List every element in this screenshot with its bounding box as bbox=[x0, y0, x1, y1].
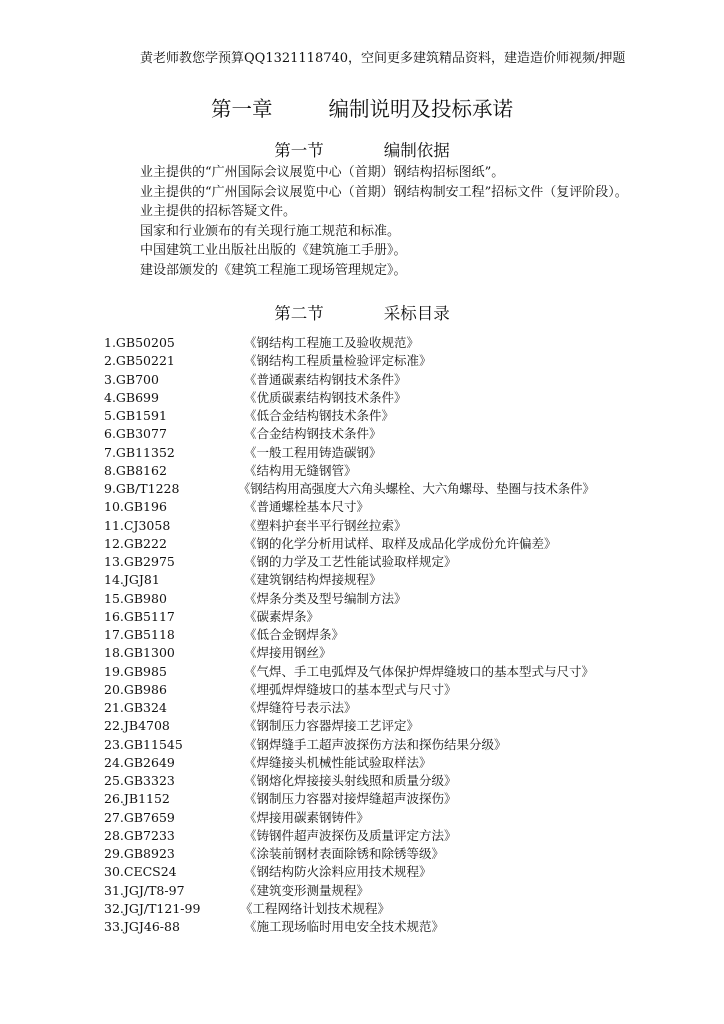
standard-item bbox=[104, 334, 664, 352]
standard-title: 《钢结构工程质量检验评定标准》 bbox=[244, 353, 432, 369]
basis-item: 业主提供的“广州国际会议展览中心（首期）钢结构招标图纸”。 bbox=[140, 165, 505, 180]
standard-code: 2.GB50221 bbox=[104, 353, 175, 369]
section-heading-standards bbox=[0, 302, 724, 326]
standard-code: 26.JB1152 bbox=[104, 791, 170, 807]
standard-item bbox=[104, 498, 664, 516]
chapter-heading bbox=[0, 94, 724, 124]
standard-title: 《普通螺栓基本尺寸》 bbox=[244, 499, 370, 515]
standard-item bbox=[104, 389, 664, 407]
standard-item bbox=[104, 882, 664, 900]
standard-item bbox=[104, 754, 664, 772]
standard-title: 《一般工程用铸造碳钢》 bbox=[244, 444, 382, 460]
standard-code: 24.GB2649 bbox=[104, 754, 175, 770]
standard-item bbox=[104, 608, 664, 626]
standard-code: 7.GB11352 bbox=[104, 444, 175, 460]
standard-title: 《埋弧焊焊缝坡口的基本型式与尺寸》 bbox=[244, 681, 457, 697]
standard-code: 14.JGJ81 bbox=[104, 572, 160, 588]
standard-item bbox=[104, 480, 664, 498]
chapter-title: 编制说明及投标承诺 bbox=[328, 97, 513, 121]
standard-title: 《焊接用钢丝》 bbox=[244, 645, 332, 661]
standard-title: 《钢的化学分析用试样、取样及成品化学成份允许偏差》 bbox=[244, 535, 557, 551]
standard-title: 《焊条分类及型号编制方法》 bbox=[244, 590, 407, 606]
standard-item bbox=[104, 535, 664, 553]
standard-title: 《焊缝接头机械性能试验取样法》 bbox=[244, 754, 432, 770]
header-note: 黄老师教您学预算QQ1321118740，空间更多建筑精品资料，建造造价师视频/押题 bbox=[140, 51, 626, 66]
standard-title: 《工程网络计划技术规程》 bbox=[240, 900, 391, 916]
standard-title: 《气焊、手工电弧焊及气体保护焊焊缝坡口的基本型式与尺寸》 bbox=[244, 663, 595, 679]
standard-item bbox=[104, 553, 664, 571]
basis-list bbox=[104, 163, 660, 281]
chapter-number: 第一章 bbox=[211, 97, 273, 121]
standard-title: 《建筑变形测量规程》 bbox=[244, 882, 370, 898]
standard-item bbox=[104, 900, 664, 918]
standard-title: 《施工现场临时用电安全技术规范》 bbox=[244, 919, 445, 934]
standard-item bbox=[104, 699, 664, 717]
standard-code: 9.GB/T1228 bbox=[104, 481, 180, 496]
standard-code: 6.GB3077 bbox=[104, 426, 167, 442]
standards-list bbox=[104, 334, 664, 936]
standard-code: 13.GB2975 bbox=[104, 554, 175, 569]
standard-code: 3.GB700 bbox=[104, 371, 159, 387]
standard-title: 《焊缝符号表示法》 bbox=[244, 700, 357, 715]
standard-item bbox=[104, 736, 664, 754]
standard-code: 4.GB699 bbox=[104, 389, 159, 405]
basis-item: 业主提供的招标答疑文件。 bbox=[140, 204, 297, 220]
standard-title: 《涂装前钢材表面除锈和除锈等级》 bbox=[244, 846, 445, 861]
standard-title: 《低合金结构钢技术条件》 bbox=[244, 408, 395, 423]
standard-code: 19.GB985 bbox=[104, 663, 167, 679]
standard-code: 28.GB7233 bbox=[104, 827, 175, 843]
standard-title: 《钢熔化焊接接头射线照和质量分级》 bbox=[244, 773, 457, 788]
section-title: 编制依据 bbox=[383, 141, 450, 160]
standard-title: 《铸钢件超声波探伤及质量评定方法》 bbox=[244, 827, 457, 843]
basis-item: 建设部颁发的《建筑工程施工现场管理规定》。 bbox=[140, 262, 407, 278]
standard-code: 10.GB196 bbox=[104, 499, 167, 515]
section-number: 第二节 bbox=[274, 304, 324, 323]
standard-item bbox=[104, 352, 664, 370]
standard-title: 《碳素焊条》 bbox=[244, 608, 320, 624]
standard-code: 20.GB986 bbox=[104, 681, 167, 697]
standard-code: 12.GB222 bbox=[104, 535, 167, 551]
standard-item bbox=[104, 918, 664, 936]
standard-code: 18.GB1300 bbox=[104, 645, 175, 661]
standard-title: 《优质碳素结构钢技术条件》 bbox=[244, 389, 407, 405]
standard-code: 17.GB5118 bbox=[104, 627, 175, 642]
standard-title: 《钢制压力容器对接焊缝超声波探伤》 bbox=[244, 791, 457, 807]
standard-item bbox=[104, 444, 664, 462]
standard-item bbox=[104, 772, 664, 790]
standard-title: 《钢结构防火涂料应用技术规程》 bbox=[244, 864, 432, 880]
standard-item bbox=[104, 571, 664, 589]
standard-item bbox=[104, 407, 664, 425]
standard-item bbox=[104, 809, 664, 827]
standard-title: 《钢的力学及工艺性能试验取样规定》 bbox=[244, 554, 457, 569]
standard-title: 《焊接用碳素钢铸件》 bbox=[244, 809, 370, 825]
standard-title: 《钢制压力容器焊接工艺评定》 bbox=[244, 718, 420, 734]
standard-title: 《合金结构钢技术条件》 bbox=[244, 426, 382, 442]
standard-code: 29.GB8923 bbox=[104, 846, 175, 861]
standard-code: 15.GB980 bbox=[104, 590, 167, 606]
standard-code: 22.JB4708 bbox=[104, 718, 170, 734]
standard-item bbox=[104, 717, 664, 735]
standard-title: 《塑料护套半平行钢丝拉索》 bbox=[244, 517, 407, 533]
standard-code: 1.GB50205 bbox=[104, 335, 175, 350]
standard-title: 《结构用无缝钢管》 bbox=[244, 462, 357, 478]
standard-item bbox=[104, 517, 664, 535]
standard-item bbox=[104, 790, 664, 808]
basis-item: 国家和行业颁布的有关现行施工规范和标准。 bbox=[140, 223, 401, 239]
standard-code: 11.CJ3058 bbox=[104, 517, 171, 533]
standard-item bbox=[104, 425, 664, 443]
basis-item: 业主提供的“广州国际会议展览中心（首期）钢结构制安工程”招标文件（复评阶段）。 bbox=[140, 184, 628, 200]
standard-item bbox=[104, 644, 664, 662]
standard-item bbox=[104, 845, 664, 863]
standard-title: 《钢结构用高强度大六角头螺栓、大六角螺母、垫圈与技术条件》 bbox=[238, 481, 595, 496]
standard-code: 8.GB8162 bbox=[104, 462, 167, 478]
section-title: 采标目录 bbox=[383, 304, 450, 323]
standard-code: 31.JGJ/T8-97 bbox=[104, 882, 185, 898]
standard-item bbox=[104, 462, 664, 480]
standard-item bbox=[104, 371, 664, 389]
standard-item bbox=[104, 863, 664, 881]
standard-item bbox=[104, 681, 664, 699]
standard-title: 《低合金钢焊条》 bbox=[244, 627, 345, 642]
standard-title: 《普通碳素结构钢技术条件》 bbox=[244, 371, 407, 387]
standard-code: 16.GB5117 bbox=[104, 608, 175, 624]
standard-code: 25.GB3323 bbox=[104, 773, 175, 788]
standard-item bbox=[104, 663, 664, 681]
standard-code: 32.JGJ/T121-99 bbox=[104, 900, 201, 916]
section-heading-basis bbox=[0, 139, 724, 163]
standard-title: 《钢焊缝手工超声波探伤方法和探伤结果分级》 bbox=[244, 736, 507, 752]
standard-code: 27.GB7659 bbox=[104, 809, 175, 825]
basis-item: 中国建筑工业出版社出版的《建筑施工手册》。 bbox=[140, 243, 407, 259]
standard-item bbox=[104, 827, 664, 845]
standard-code: 33.JGJ46-88 bbox=[104, 919, 180, 934]
section-number: 第一节 bbox=[274, 141, 324, 160]
standard-code: 23.GB11545 bbox=[104, 736, 183, 752]
standard-code: 5.GB1591 bbox=[104, 408, 167, 423]
standard-title: 《建筑钢结构焊接规程》 bbox=[244, 572, 382, 588]
standard-title: 《钢结构工程施工及验收规范》 bbox=[244, 335, 420, 350]
standard-code: 30.CECS24 bbox=[104, 864, 177, 880]
standard-item bbox=[104, 626, 664, 644]
standard-item bbox=[104, 590, 664, 608]
standard-code: 21.GB324 bbox=[104, 700, 167, 715]
